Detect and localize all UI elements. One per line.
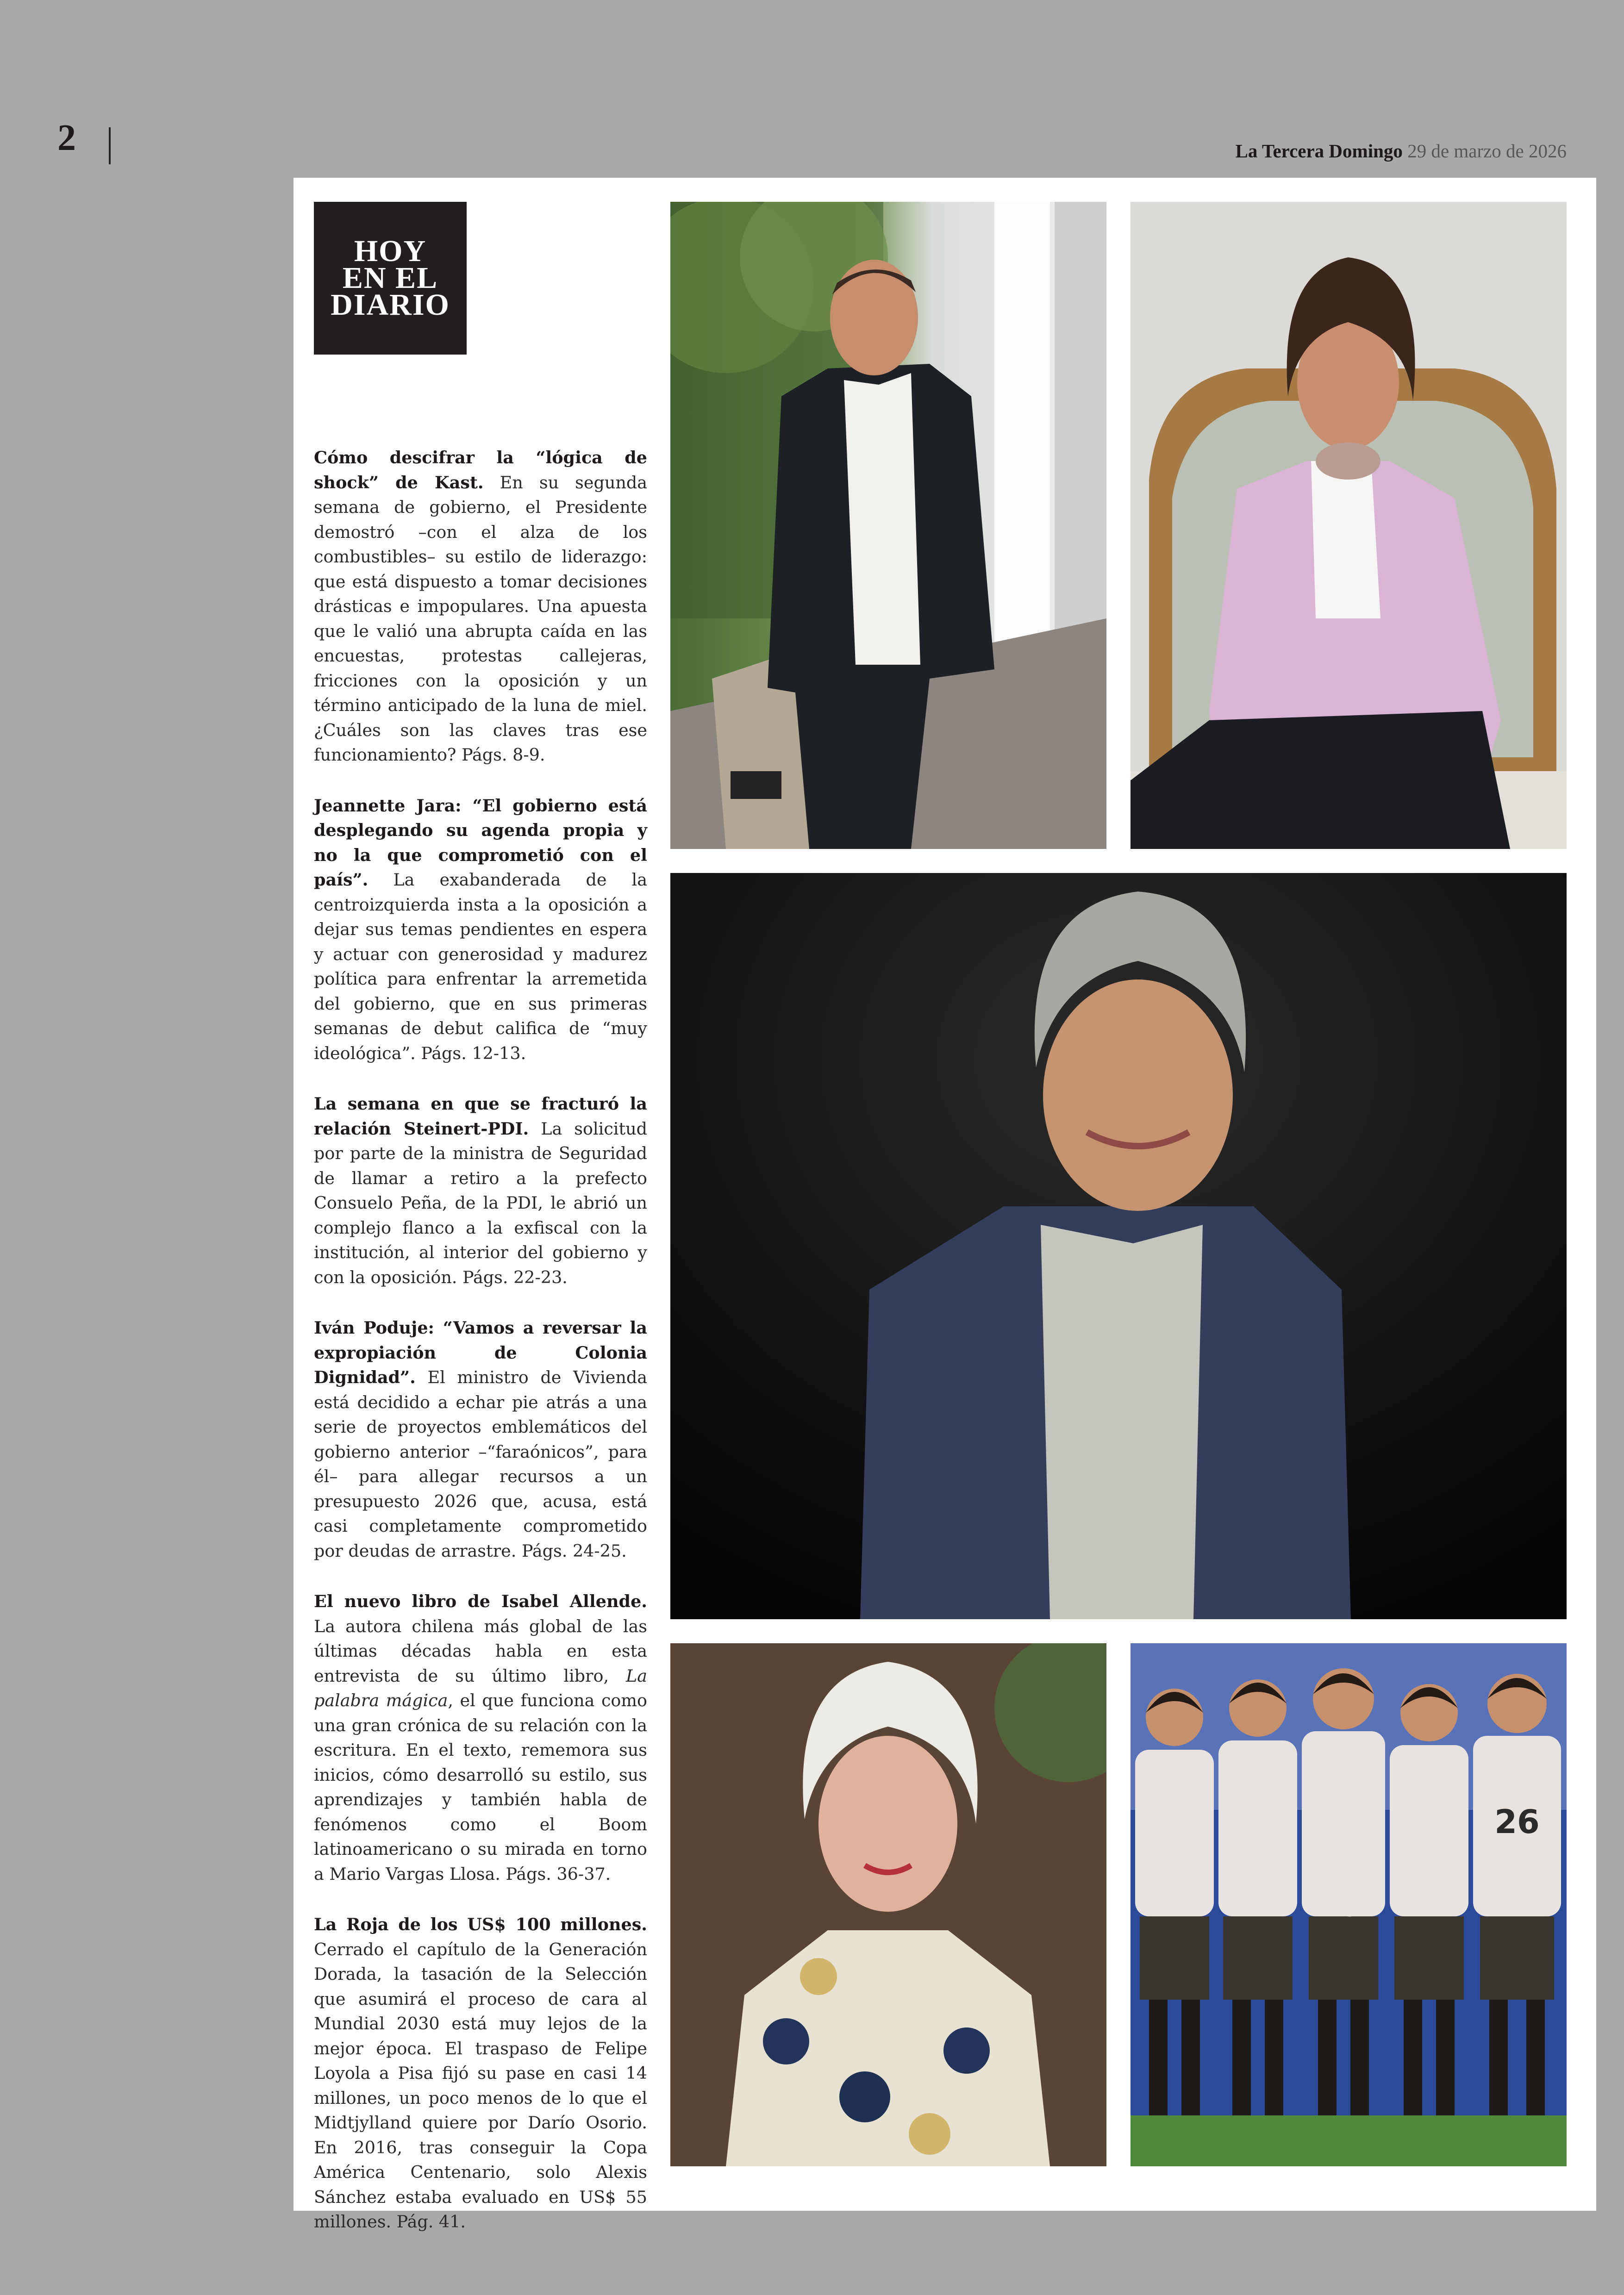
summary-headline: El nuevo libro de Isabel Allende. — [314, 1591, 647, 1611]
summary-headline: Cómo descifrar la “lógica de shock” de Kast. — [314, 448, 647, 493]
summary-headline: La Roja de los US$ 100 millones. — [314, 1915, 647, 1934]
summary-item-la-roja[interactable] — [314, 1912, 647, 2234]
summary-body: La solicitud por parte de la ministra de Seguridad de llamar a retiro a la prefecto Consuelo Peña, de la PDI, le abrió un complejo flanco a la exfiscal con la institución, al interior del gobierno y con la oposición. Págs. 22-23. — [314, 1118, 647, 1287]
photo-woman-pink-blazer[interactable] — [1131, 202, 1567, 849]
summary-item-steinert[interactable] — [314, 1091, 647, 1290]
photo-man-in-suit[interactable] — [670, 202, 1106, 849]
summary-headline: Iván Poduje: “Vamos a reversar la expropiación de Colonia Dignidad”. — [314, 1318, 647, 1387]
summary-body: El ministro de Vivienda está decidido a echar pie atrás a una serie de proyectos emblemáticos del gobierno anterior –“faraónicos”, para él– para allegar recursos a un presupuesto 2026 que, acusa, está casi completamente comprometido por deudas de arrastre. Págs. 24-25. — [314, 1367, 647, 1561]
publication-name: La Tercera Domingo — [1235, 140, 1403, 162]
photo-woman-pink-blazer-image — [1131, 202, 1567, 849]
issue-date: 29 de marzo de 2026 — [1407, 140, 1567, 162]
summary-body: La exabanderada de la centroizquierda insta a la oposición a dejar sus temas pendientes en espera y actuar con generosidad y madurez política para enfrentar la arremetida del gobierno, que en sus primeras semanas de debut califica de “muy ideológica”. Págs. 12-13. — [314, 870, 647, 1063]
logo-line-2: EN EL — [342, 261, 438, 295]
summary-body: Cerrado el capítulo de la Generación Dorada, la tasación de la Selección que asumirá el proceso de cara al Mundial 2030 está muy lejos de la mejor época. El traspaso de Felipe Loyola a Pisa fijó su pase en casi 14 millones, un poco menos de lo que el Midtjylland quiere por Darío Osorio. En 2016, tras conseguir la Copa América Centenario, solo Alexis Sánchez estaba evaluado en US$ 55 millones. Pág. 41. — [314, 1939, 647, 2232]
logo-line-3: DIARIO — [331, 288, 450, 322]
section-logo — [314, 202, 467, 355]
summary-headline: Jeannette Jara: “El gobierno está desplegando su agenda propia y no la que comprometió con el país”. — [314, 795, 647, 890]
jersey-number: 19 — [1328, 1896, 1359, 1922]
photo-woman-dark-background-image — [670, 873, 1567, 1619]
summary-item-jara[interactable] — [314, 793, 647, 1066]
photo-football-team[interactable] — [1131, 1643, 1567, 2166]
page-number-rule — [109, 127, 111, 164]
summary-item-kast[interactable] — [314, 445, 647, 767]
photo-isabel-allende[interactable] — [670, 1643, 1106, 2166]
summary-item-poduje[interactable] — [314, 1316, 647, 1563]
logo-line-1: HOY — [354, 234, 427, 268]
jersey-number: 26 — [1494, 1803, 1540, 1841]
photo-man-in-suit-image — [670, 202, 1106, 849]
photo-isabel-allende-image — [670, 1643, 1106, 2166]
summary-body: En su segunda semana de gobierno, el Presidente demostró –con el alza de los combustibles– su estilo de liderazgo: que está dispuesto a tomar decisiones drásticas e impopulares. Una apuesta que le valió una abrupta caída en las encuestas, protestas callejeras, fricciones con la oposición y un término anticipado de la luna de miel. ¿Cuáles son las claves tras ese funcionamiento? Págs. 8-9. — [314, 472, 647, 765]
masthead — [1236, 140, 1567, 162]
page-number: 2 — [57, 118, 76, 158]
summary-body-before: La autora chilena más global de las últimas décadas habla en esta entrevista de su último libro, — [314, 1616, 647, 1686]
summary-body-after: , el que funciona como una gran crónica de su relación con la escritura. En el texto, rememora sus inicios, cómo desarrolló su estilo, sus aprendizajes y también habla de fenómenos como el Boom latinoamericano o su mirada en torno a Mario Vargas Llosa. Págs. 36-37. — [314, 1690, 647, 1884]
summary-item-allende[interactable] — [314, 1589, 647, 1886]
summary-headline: La semana en que se fracturó la relación Steinert-PDI. — [314, 1094, 647, 1139]
jersey-number: 17 — [1413, 1896, 1445, 1922]
page-sheet — [294, 178, 1596, 2232]
book-title: La palabra mágica — [314, 1665, 647, 1710]
photo-woman-dark-background[interactable] — [670, 873, 1567, 1619]
summary-column — [314, 445, 647, 2260]
photo-football-team-image — [1131, 1643, 1567, 2166]
